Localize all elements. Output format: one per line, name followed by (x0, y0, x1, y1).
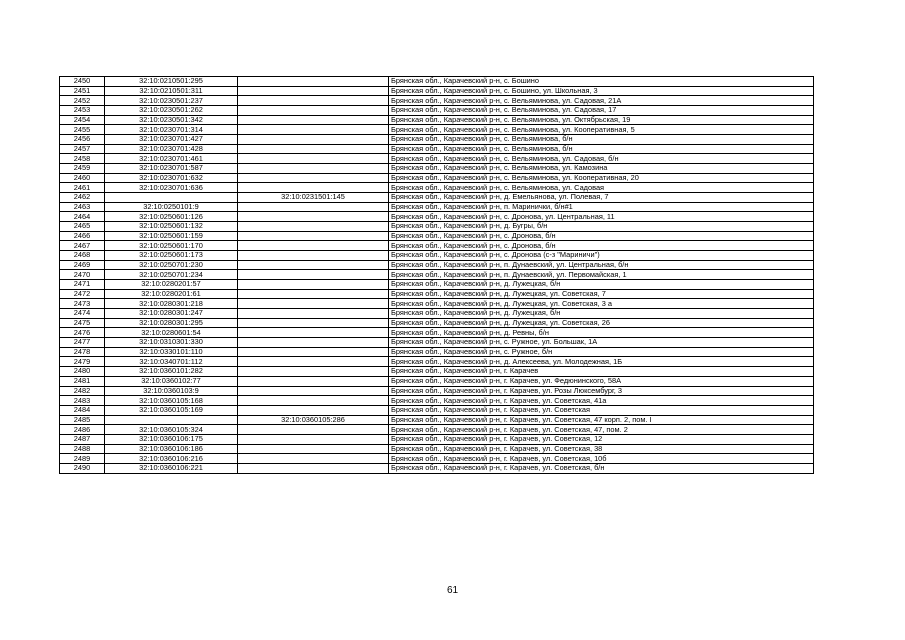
row-number-cell: 2469 (60, 260, 105, 270)
address-cell: Брянская обл., Карачевский р-н, д. Лужецкая, б/н (389, 309, 814, 319)
table-row (60, 376, 814, 386)
row-number-cell: 2483 (60, 396, 105, 406)
address-cell: Брянская обл., Карачевский р-н, д. Лужецкая, б/н (389, 280, 814, 290)
row-number-cell: 2478 (60, 347, 105, 357)
cadastral-number-cell: 32:10:0330101:110 (105, 347, 238, 357)
cadastral-number-cell: 32:10:0280301:295 (105, 318, 238, 328)
table-row (60, 183, 814, 193)
cadastral-number-extra-cell (238, 434, 389, 444)
address-cell: Брянская обл., Карачевский р-н, г. Карачев, ул. Советская, 12 (389, 434, 814, 444)
row-number-cell: 2453 (60, 106, 105, 116)
row-number-cell: 2452 (60, 96, 105, 106)
table-row (60, 77, 814, 87)
cadastral-number-cell: 32:10:0230501:237 (105, 96, 238, 106)
table-row (60, 289, 814, 299)
cadastral-number-cell: 32:10:0210501:295 (105, 77, 238, 87)
table-row (60, 405, 814, 415)
cadastral-number-extra-cell (238, 367, 389, 377)
cadastral-number-cell: 32:10:0250601:173 (105, 251, 238, 261)
cadastral-number-cell: 32:10:0250701:234 (105, 270, 238, 280)
cadastral-number-extra-cell (238, 338, 389, 348)
row-number-cell: 2471 (60, 280, 105, 290)
table-row (60, 212, 814, 222)
cadastral-number-cell: 32:10:0230701:314 (105, 125, 238, 135)
table-row (60, 86, 814, 96)
row-number-cell: 2450 (60, 77, 105, 87)
cadastral-number-extra-cell (238, 173, 389, 183)
address-cell: Брянская обл., Карачевский р-н, д. Бугры, б/н (389, 222, 814, 232)
cadastral-number-extra-cell (238, 289, 389, 299)
address-cell: Брянская обл., Карачевский р-н, с. Вельяминова, ул. Кооперативная, 5 (389, 125, 814, 135)
cadastral-number-cell: 32:10:0230701:587 (105, 164, 238, 174)
cadastral-number-cell: 32:10:0250601:170 (105, 241, 238, 251)
cadastral-number-cell: 32:10:0310301:330 (105, 338, 238, 348)
cadastral-number-cell: 32:10:0250101:9 (105, 202, 238, 212)
address-cell: Брянская обл., Карачевский р-н, г. Карачев, ул. Советская, 38 (389, 444, 814, 454)
cadastral-number-cell: 32:10:0250601:132 (105, 222, 238, 232)
cadastral-number-cell: 32:10:0360103:9 (105, 386, 238, 396)
row-number-cell: 2484 (60, 405, 105, 415)
row-number-cell: 2468 (60, 251, 105, 261)
cadastral-number-extra-cell (238, 299, 389, 309)
cadastral-number-extra-cell (238, 376, 389, 386)
row-number-cell: 2472 (60, 289, 105, 299)
cadastral-number-cell (105, 193, 238, 203)
table-row (60, 96, 814, 106)
cadastral-number-extra-cell (238, 260, 389, 270)
row-number-cell: 2460 (60, 173, 105, 183)
cadastral-number-cell: 32:10:0250601:159 (105, 231, 238, 241)
row-number-cell: 2465 (60, 222, 105, 232)
cadastral-number-cell: 32:10:0340701:112 (105, 357, 238, 367)
row-number-cell: 2466 (60, 231, 105, 241)
row-number-cell: 2462 (60, 193, 105, 203)
address-cell: Брянская обл., Карачевский р-н, с. Вельяминова, ул. Садовая, 17 (389, 106, 814, 116)
table-row (60, 357, 814, 367)
table-row (60, 318, 814, 328)
row-number-cell: 2458 (60, 154, 105, 164)
cadastral-number-cell: 32:10:0230501:342 (105, 115, 238, 125)
row-number-cell: 2481 (60, 376, 105, 386)
cadastral-number-extra-cell (238, 357, 389, 367)
table-row (60, 164, 814, 174)
cadastral-number-cell (105, 415, 238, 425)
table-row (60, 415, 814, 425)
row-number-cell: 2486 (60, 425, 105, 435)
row-number-cell: 2489 (60, 454, 105, 464)
cadastral-number-extra-cell (238, 270, 389, 280)
cadastral-number-cell: 32:10:0360105:169 (105, 405, 238, 415)
table-row (60, 135, 814, 145)
table-row (60, 425, 814, 435)
cadastral-number-extra-cell (238, 77, 389, 87)
row-number-cell: 2474 (60, 309, 105, 319)
address-cell: Брянская обл., Карачевский р-н, п. Дунаевский, ул. Первомайская, 1 (389, 270, 814, 280)
table-row (60, 270, 814, 280)
address-cell: Брянская обл., Карачевский р-н, г. Карачев, ул. Советская, б/н (389, 463, 814, 473)
address-cell: Брянская обл., Карачевский р-н, с. Дронова, б/н (389, 231, 814, 241)
table-row (60, 251, 814, 261)
cadastral-number-extra-cell (238, 241, 389, 251)
table-row (60, 125, 814, 135)
cadastral-number-cell: 32:10:0230701:428 (105, 144, 238, 154)
registry-table (59, 76, 814, 474)
cadastral-number-extra-cell (238, 386, 389, 396)
table-row (60, 347, 814, 357)
cadastral-number-cell: 32:10:0280201:57 (105, 280, 238, 290)
address-cell: Брянская обл., Карачевский р-н, с. Дронова (с-з "Мариничи") (389, 251, 814, 261)
cadastral-number-extra-cell (238, 463, 389, 473)
cadastral-number-cell: 32:10:0360106:216 (105, 454, 238, 464)
address-cell: Брянская обл., Карачевский р-н, г. Карачев, ул. Розы Люксембург, 3 (389, 386, 814, 396)
page-number: 61 (446, 585, 459, 596)
table-row (60, 260, 814, 270)
table-row (60, 444, 814, 454)
cadastral-number-extra-cell (238, 318, 389, 328)
row-number-cell: 2464 (60, 212, 105, 222)
cadastral-number-extra-cell (238, 309, 389, 319)
address-cell: Брянская обл., Карачевский р-н, с. Вельяминова, ул. Кооперативная, 20 (389, 173, 814, 183)
cadastral-number-cell: 32:10:0360102:77 (105, 376, 238, 386)
cadastral-number-cell: 32:10:0360105:168 (105, 396, 238, 406)
row-number-cell: 2454 (60, 115, 105, 125)
address-cell: Брянская обл., Карачевский р-н, г. Карачев, ул. Советская, 47 корп. 2, пом. I (389, 415, 814, 425)
cadastral-number-extra-cell (238, 231, 389, 241)
cadastral-number-extra-cell (238, 106, 389, 116)
table-row (60, 434, 814, 444)
cadastral-number-cell: 32:10:0360106:186 (105, 444, 238, 454)
table-row (60, 386, 814, 396)
cadastral-number-extra-cell (238, 183, 389, 193)
address-cell: Брянская обл., Карачевский р-н, с. Дронова, б/н (389, 241, 814, 251)
table-row (60, 396, 814, 406)
row-number-cell: 2451 (60, 86, 105, 96)
address-cell: Брянская обл., Карачевский р-н, с. Вельяминова, б/н (389, 144, 814, 154)
cadastral-number-extra-cell (238, 454, 389, 464)
cadastral-number-cell: 32:10:0230701:461 (105, 154, 238, 164)
address-cell: Брянская обл., Карачевский р-н, п. Маринички, б/н#1 (389, 202, 814, 212)
address-cell: Брянская обл., Карачевский р-н, г. Карачев, ул. Советская, 47, пом. 2 (389, 425, 814, 435)
cadastral-number-extra-cell (238, 396, 389, 406)
table-row (60, 193, 814, 203)
row-number-cell: 2456 (60, 135, 105, 145)
cadastral-number-extra-cell (238, 154, 389, 164)
table-row (60, 463, 814, 473)
row-number-cell: 2485 (60, 415, 105, 425)
row-number-cell: 2487 (60, 434, 105, 444)
address-cell: Брянская обл., Карачевский р-н, г. Карачев, ул. Федюнинского, 58А (389, 376, 814, 386)
address-cell: Брянская обл., Карачевский р-н, д. Емельянова, ул. Полевая, 7 (389, 193, 814, 203)
address-cell: Брянская обл., Карачевский р-н, с. Вельяминова, б/н (389, 135, 814, 145)
address-cell: Брянская обл., Карачевский р-н, г. Карачев, ул. Советская, 10б (389, 454, 814, 464)
row-number-cell: 2477 (60, 338, 105, 348)
address-cell: Брянская обл., Карачевский р-н, п. Дунаевский, ул. Центральная, б/н (389, 260, 814, 270)
cadastral-number-extra-cell (238, 86, 389, 96)
cadastral-number-cell: 32:10:0210501:311 (105, 86, 238, 96)
cadastral-number-extra-cell (238, 444, 389, 454)
cadastral-number-extra-cell (238, 405, 389, 415)
row-number-cell: 2476 (60, 328, 105, 338)
cadastral-number-cell: 32:10:0250601:126 (105, 212, 238, 222)
cadastral-number-cell: 32:10:0250701:230 (105, 260, 238, 270)
address-cell: Брянская обл., Карачевский р-н, с. Вельяминова, ул. Камозина (389, 164, 814, 174)
row-number-cell: 2463 (60, 202, 105, 212)
cadastral-number-cell: 32:10:0360106:175 (105, 434, 238, 444)
cadastral-number-cell: 32:10:0280301:247 (105, 309, 238, 319)
address-cell: Брянская обл., Карачевский р-н, с. Вельяминова, ул. Садовая (389, 183, 814, 193)
address-cell: Брянская обл., Карачевский р-н, г. Карачев, ул. Советская (389, 405, 814, 415)
table-row (60, 154, 814, 164)
row-number-cell: 2480 (60, 367, 105, 377)
cadastral-number-cell: 32:10:0230501:262 (105, 106, 238, 116)
cadastral-number-cell: 32:10:0360105:324 (105, 425, 238, 435)
cadastral-number-extra-cell (238, 212, 389, 222)
cadastral-number-extra-cell (238, 144, 389, 154)
table-row (60, 173, 814, 183)
address-cell: Брянская обл., Карачевский р-н, с. Вельяминова, ул. Садовая, 21А (389, 96, 814, 106)
address-cell: Брянская обл., Карачевский р-н, с. Ружное, ул. Большак, 1А (389, 338, 814, 348)
cadastral-number-extra-cell (238, 222, 389, 232)
registry-table-body (60, 77, 814, 474)
address-cell: Брянская обл., Карачевский р-н, с. Ружное, б/н (389, 347, 814, 357)
row-number-cell: 2475 (60, 318, 105, 328)
table-row (60, 106, 814, 116)
address-cell: Брянская обл., Карачевский р-н, д. Алексеева, ул. Молодежная, 1Б (389, 357, 814, 367)
table-row (60, 222, 814, 232)
cadastral-number-extra-cell (238, 135, 389, 145)
cadastral-number-extra-cell (238, 328, 389, 338)
address-cell: Брянская обл., Карачевский р-н, с. Бошино, ул. Школьная, 3 (389, 86, 814, 96)
row-number-cell: 2455 (60, 125, 105, 135)
cadastral-number-extra-cell (238, 115, 389, 125)
table-row (60, 299, 814, 309)
row-number-cell: 2457 (60, 144, 105, 154)
cadastral-number-extra-cell (238, 280, 389, 290)
row-number-cell: 2470 (60, 270, 105, 280)
cadastral-number-extra-cell (238, 164, 389, 174)
address-cell: Брянская обл., Карачевский р-н, г. Карачев, ул. Советская, 41а (389, 396, 814, 406)
cadastral-number-cell: 32:10:0360101:282 (105, 367, 238, 377)
table-row (60, 231, 814, 241)
cadastral-number-cell: 32:10:0230701:427 (105, 135, 238, 145)
cadastral-number-cell: 32:10:0280301:218 (105, 299, 238, 309)
address-cell: Брянская обл., Карачевский р-н, с. Вельяминова, ул. Садовая, б/н (389, 154, 814, 164)
cadastral-number-cell: 32:10:0360106:221 (105, 463, 238, 473)
address-cell: Брянская обл., Карачевский р-н, с. Дронова, ул. Центральная, 11 (389, 212, 814, 222)
cadastral-number-cell: 32:10:0280601:54 (105, 328, 238, 338)
cadastral-number-extra-cell (238, 251, 389, 261)
table-row (60, 309, 814, 319)
cadastral-number-extra-cell (238, 347, 389, 357)
cadastral-number-extra-cell (238, 202, 389, 212)
table-row (60, 202, 814, 212)
table-row (60, 241, 814, 251)
address-cell: Брянская обл., Карачевский р-н, д. Лужецкая, ул. Советская, 26 (389, 318, 814, 328)
row-number-cell: 2461 (60, 183, 105, 193)
table-row (60, 328, 814, 338)
table-row (60, 280, 814, 290)
cadastral-number-extra-cell (238, 425, 389, 435)
address-cell: Брянская обл., Карачевский р-н, г. Карачев (389, 367, 814, 377)
cadastral-number-cell: 32:10:0230701:636 (105, 183, 238, 193)
row-number-cell: 2459 (60, 164, 105, 174)
cadastral-number-extra-cell: 32:10:0360105:286 (238, 415, 389, 425)
table-row (60, 144, 814, 154)
row-number-cell: 2488 (60, 444, 105, 454)
address-cell: Брянская обл., Карачевский р-н, с. Бошино (389, 77, 814, 87)
row-number-cell: 2479 (60, 357, 105, 367)
row-number-cell: 2467 (60, 241, 105, 251)
address-cell: Брянская обл., Карачевский р-н, д. Лужецкая, ул. Советская, 3 а (389, 299, 814, 309)
table-row (60, 454, 814, 464)
table-row (60, 338, 814, 348)
address-cell: Брянская обл., Карачевский р-н, д. Ревны, б/н (389, 328, 814, 338)
cadastral-number-extra-cell (238, 125, 389, 135)
row-number-cell: 2473 (60, 299, 105, 309)
table-row (60, 115, 814, 125)
address-cell: Брянская обл., Карачевский р-н, с. Вельяминова, ул. Октябрьская, 19 (389, 115, 814, 125)
cadastral-number-extra-cell (238, 96, 389, 106)
table-row (60, 367, 814, 377)
cadastral-number-cell: 32:10:0230701:632 (105, 173, 238, 183)
cadastral-number-cell: 32:10:0280201:61 (105, 289, 238, 299)
row-number-cell: 2490 (60, 463, 105, 473)
row-number-cell: 2482 (60, 386, 105, 396)
cadastral-number-extra-cell: 32:10:0231501:145 (238, 193, 389, 203)
address-cell: Брянская обл., Карачевский р-н, д. Лужецкая, ул. Советская, 7 (389, 289, 814, 299)
